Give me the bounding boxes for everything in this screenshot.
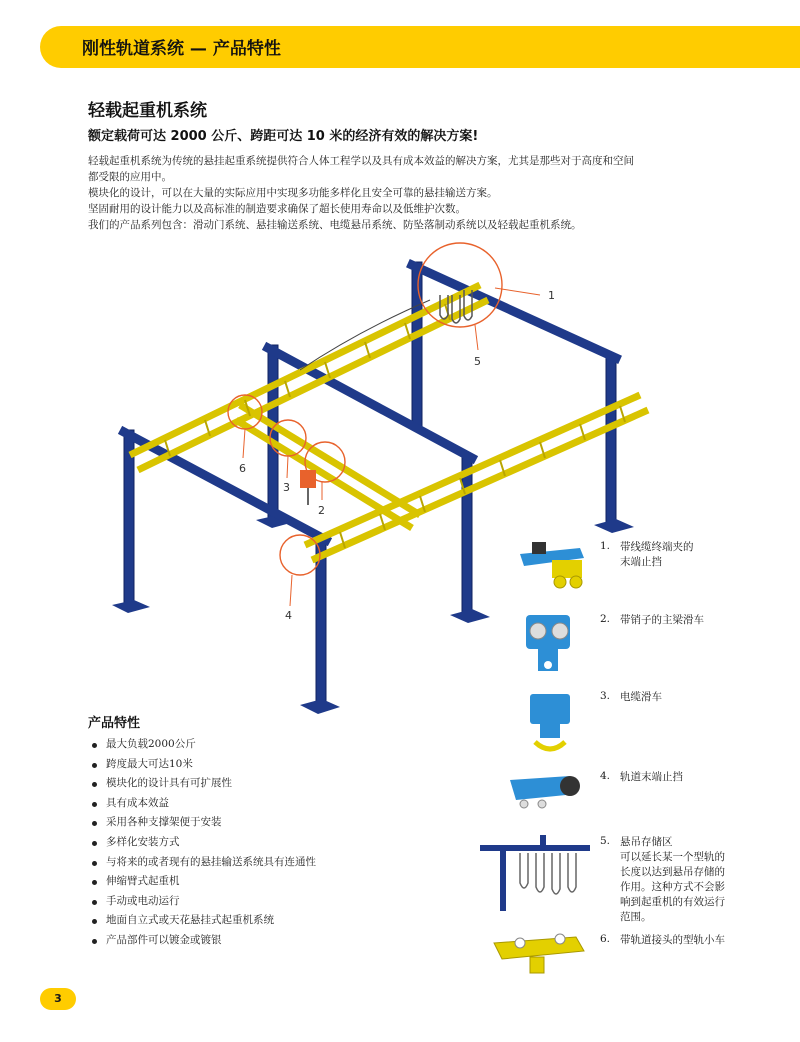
bullet-icon [92,802,97,807]
part-line: 电缆滑车 [620,691,662,703]
intro-line: 都受限的应用中。 [88,171,172,183]
bullet-icon [92,743,97,748]
feature-text: 地面自立式或天花悬挂式起重机系统 [106,914,274,927]
page-number: 3 [40,988,76,1010]
rail-end-stop-icon [480,770,590,820]
feature-text: 手动或电动运行 [106,894,180,907]
feature-text: 采用各种支撑架便于安装 [106,816,222,829]
feature-item [92,735,316,755]
bullet-icon [92,939,97,944]
base-plate [112,600,150,613]
column [268,345,278,520]
profile-trolley-with-rail-joint-icon [480,933,590,983]
part-description [620,770,760,785]
feature-item [92,774,316,794]
feature-text: 跨度最大可达10米 [106,757,193,770]
feature-text: 模块化的设计具有可扩展性 [106,777,232,790]
callout-label-2: 2 [318,504,325,517]
bullet-icon [92,782,97,787]
part-description [620,540,760,570]
bullet-icon [92,821,97,826]
callout-circle-4 [280,535,320,575]
callout-label-1: 1 [548,289,555,302]
base-plate [300,699,340,714]
bridge-rail [240,405,420,515]
part-line: 悬吊存储区 [620,836,673,848]
part-number: 4. [600,770,611,782]
bullet-icon [92,900,97,905]
main-beam-trolley-icon [480,613,590,683]
feature-item [92,931,316,951]
feature-item [92,813,316,833]
feature-item [92,755,316,775]
feature-item [92,892,316,912]
features-list [92,735,316,951]
part-description [620,690,760,705]
runway-beam [124,432,326,540]
part-line: 带轨道接头的型轨小车 [620,934,725,946]
header-bar [40,26,800,68]
feature-text: 具有成本效益 [106,796,169,809]
part-line: 范围。 [620,911,652,923]
part-number: 5. [600,835,611,847]
part-line: 带销子的主梁滑车 [620,614,704,626]
part-number: 1. [600,540,611,552]
callout-label-3: 3 [283,481,290,494]
bullet-icon [92,841,97,846]
part-line: 响到起重机的有效运行 [620,896,725,908]
features-title: 产品特性 [88,716,141,731]
header-title: 刚性轨道系统 — 产品特性 [82,39,281,59]
intro-line: 我们的产品系列包含：滑动门系统、悬挂输送系统、电缆悬吊系统、防坠落制动系统以及轻载起重机系统。 [88,219,582,231]
intro-text [88,153,728,233]
bullet-icon [92,919,97,924]
feature-text: 多样化安装方式 [106,835,180,848]
callout-label-4: 4 [285,609,292,622]
part-description [620,835,760,925]
intro-line: 模块化的设计，可以在大量的实际应用中实现多功能多样化且安全可靠的悬挂输送方案。 [88,187,498,199]
callout-label-5: 5 [474,355,481,368]
section-subtitle: 额定载荷可达 2000 公斤、跨距可达 10 米的经济有效的解决方案! [88,129,479,144]
part-line: 带线缆终端夹的 [620,541,694,553]
section-title: 轻载起重机系统 [88,101,207,121]
feature-item [92,794,316,814]
rail [312,410,648,560]
rail [138,300,488,470]
feature-text: 最大负载2000公斤 [106,738,196,750]
feature-item [92,853,316,873]
hanging-storage-area-icon [480,835,595,915]
intro-line: 轻载起重机系统为传统的悬挂起重系统提供符合人体工程学以及具有成本效益的解决方案，尤其是那些对于高度和空间 [88,155,634,167]
part-number: 3. [600,690,611,702]
part-line: 作用。这种方式不会影 [620,881,725,893]
feature-text: 伸缩臂式起重机 [106,875,180,888]
part-number: 6. [600,933,611,945]
bullet-icon [92,763,97,768]
part-description [620,613,760,628]
bullet-icon [92,861,97,866]
part-line: 长度以达到悬吊存储的 [620,866,725,878]
feature-item [92,872,316,892]
bullet-icon [92,880,97,885]
column [606,355,616,525]
parts-legend [480,540,780,980]
column [412,262,422,427]
feature-text: 与将来的或者现有的悬挂输送系统具有连通性 [106,855,316,868]
feature-item [92,911,316,931]
end-stop-with-cable-clamp-icon [480,540,590,600]
cable-trolley-icon [480,690,590,760]
part-number: 2. [600,613,611,625]
intro-line: 坚固耐用的设计能力以及高标准的制造要求确保了超长使用寿命以及低维护次数。 [88,203,466,215]
part-line: 可以延长某一个型轨的 [620,851,725,863]
part-line: 轨道末端止挡 [620,771,683,783]
feature-item [92,833,316,853]
feature-text: 产品部件可以镀金或镀银 [106,933,222,946]
part-line: 末端止挡 [620,556,662,568]
base-plate [594,519,634,533]
callout-label-6: 6 [239,462,246,475]
runway-beam [412,265,616,358]
part-description [620,933,760,948]
column [462,455,472,615]
